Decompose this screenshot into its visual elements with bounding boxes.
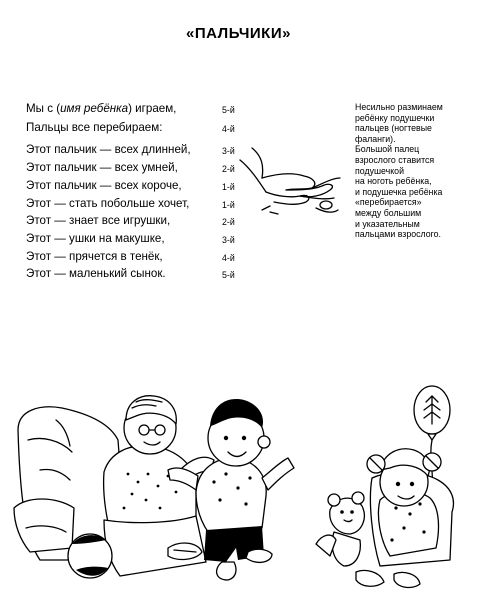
note-line: «перебирается»	[355, 197, 422, 208]
note-line: подушечкой	[355, 165, 404, 176]
note-line: Несильно разминаем	[355, 102, 443, 112]
poem-line-text: Пальцы все перебираем:	[26, 121, 163, 134]
finger-label: 3-й	[222, 235, 235, 245]
poem-line-text: Этот — ушки на макушке,	[26, 232, 165, 245]
finger-label: 2-й	[222, 164, 235, 174]
note-line: пальцев (ногтевые	[355, 123, 432, 134]
note-line: взрослого ставится	[355, 154, 435, 165]
note-line: на ноготь ребёнка,	[355, 176, 432, 187]
poem-line-text: Этот пальчик — всех длинней,	[26, 143, 191, 156]
girl-teddy-illustration	[316, 449, 453, 588]
note-line: и подушечка ребёнка	[355, 186, 443, 197]
page-title: «ПАЛЬЧИКИ»	[186, 25, 291, 42]
poem-line-text: Этот — стать побольше хочет,	[26, 197, 190, 210]
finger-label: 5-й	[222, 105, 235, 115]
finger-label: 1-й	[222, 182, 235, 192]
note-line: Большой палец	[355, 144, 420, 155]
finger-label: 1-й	[222, 200, 235, 210]
poem-line-text: Этот — знает все игрушки,	[26, 214, 171, 227]
finger-label: 4-й	[222, 253, 235, 263]
poem-line-text: Этот пальчик — всех умней,	[26, 161, 178, 174]
finger-label: 5-й	[222, 270, 235, 280]
note-line: и указательным	[355, 218, 420, 229]
grandmother-armchair-illustration	[14, 396, 214, 578]
finger-label: 4-й	[222, 124, 235, 134]
note-line: ребёнку подушечки	[355, 112, 435, 123]
finger-label: 2-й	[222, 217, 235, 227]
poem-line-text: Этот — прячется в тенёк,	[26, 250, 163, 263]
poem-line-text: Этот — маленький сынок.	[26, 267, 166, 280]
note-line: фаланги).	[355, 133, 396, 144]
finger-label: 3-й	[222, 146, 235, 156]
note-line: пальцами взрослого.	[355, 229, 441, 240]
poem-line-text: Этот пальчик — всех короче,	[26, 179, 182, 192]
note-line: между большим	[355, 207, 422, 218]
hands-illustration	[240, 148, 340, 214]
poem-line-text: Мы с (имя ребёнка) играем,	[26, 102, 177, 115]
